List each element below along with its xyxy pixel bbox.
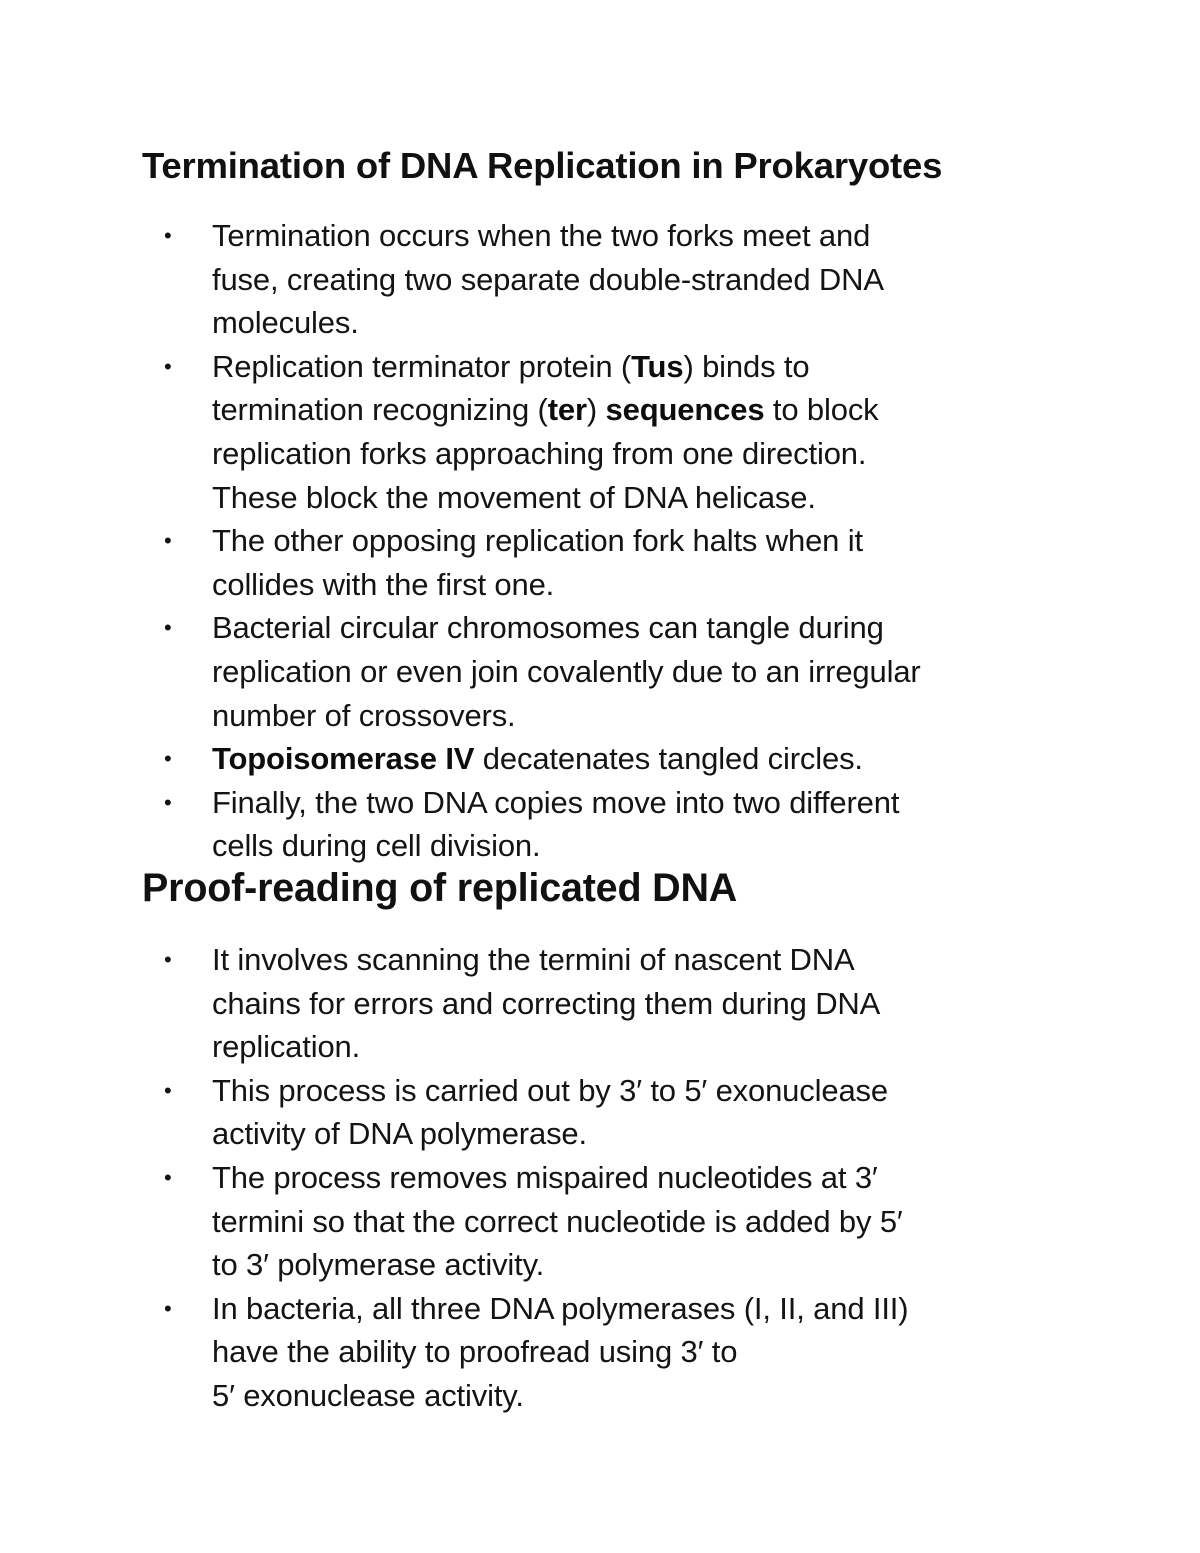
list-item <box>0 345 1052 519</box>
text-line: termini so that the correct nucleotide is added by 5′ <box>212 1203 903 1239</box>
text-line: to 3′ polymerase activity. <box>212 1247 545 1283</box>
text-line: In bacteria, all three DNA polymerases (I, II, and III) <box>212 1290 909 1326</box>
text-line: These block the movement of DNA helicase. <box>212 479 816 515</box>
text-line: fuse, creating two separate double-stranded DNA <box>212 261 884 297</box>
bullet-icon: • <box>164 947 172 972</box>
text-line: 5′ exonuclease activity. <box>212 1377 524 1413</box>
bold-term-ter: ter <box>547 392 587 428</box>
list-item <box>0 737 1052 781</box>
text-line: replication. <box>212 1029 361 1065</box>
bullet-icon: • <box>164 789 172 815</box>
text-line: It involves scanning the termini of nascent DNA <box>212 942 855 977</box>
list-item <box>0 781 1052 868</box>
text-line: The process removes mispaired nucleotides at 3′ <box>212 1159 878 1195</box>
list-item <box>0 606 1052 737</box>
text-line: replication forks approaching from one direction. <box>212 435 867 471</box>
bullet-icon: • <box>164 353 172 379</box>
bullet-icon: • <box>164 528 172 554</box>
text-run: ) binds to <box>683 348 810 384</box>
list-item <box>0 1069 1052 1156</box>
text-line: replication or even join covalently due to an irregular <box>212 653 921 689</box>
section-title-proofreading: Proof-reading of replicated DNA <box>142 866 738 910</box>
text-line: This process is carried out by 3′ to 5′ exonuclease <box>212 1072 888 1108</box>
bullet-icon: • <box>164 615 172 641</box>
text-line: molecules. <box>212 305 359 341</box>
text-run: ) <box>586 392 606 428</box>
list-item <box>0 214 1052 345</box>
text-run: termination recognizing ( <box>212 392 548 428</box>
text-line: Finally, the two DNA copies move into two different <box>212 784 900 820</box>
text-line: have the ability to proofread using 3′ to <box>212 1334 738 1370</box>
text-run: Replication terminator protein ( <box>212 348 632 384</box>
text-run: decatenates tangled circles. <box>474 741 863 777</box>
bold-term-sequences: sequences <box>605 392 765 428</box>
bullet-icon: • <box>164 746 172 772</box>
text-line: collides with the first one. <box>212 566 555 602</box>
list-item <box>0 938 1052 1069</box>
bullet-icon: • <box>164 1164 172 1190</box>
bullet-icon: • <box>164 1077 172 1103</box>
text-line: cells during cell division. <box>212 828 541 864</box>
text-line <box>212 388 1052 432</box>
bold-term-topoisomerase: Topoisomerase IV <box>212 741 475 777</box>
bold-term-tus: Tus <box>631 348 684 384</box>
text-line: activity of DNA polymerase. <box>212 1116 587 1152</box>
bullet-icon: • <box>164 223 172 248</box>
text-line: number of crossovers. <box>212 697 516 733</box>
termination-bullet-list <box>0 214 1052 868</box>
list-item <box>0 1287 1052 1418</box>
text-run: to block <box>764 392 879 428</box>
list-item <box>0 519 1052 606</box>
bullet-icon: • <box>164 1295 172 1321</box>
proofreading-bullet-list <box>0 938 1052 1418</box>
list-item <box>0 1156 1052 1287</box>
text-line: The other opposing replication fork halts when it <box>212 523 863 559</box>
text-line <box>212 345 1052 389</box>
text-line: Termination occurs when the two forks meet and <box>212 218 871 253</box>
section-title-termination: Termination of DNA Replication in Prokaryotes <box>142 145 943 186</box>
text-line <box>212 737 1052 781</box>
text-line: chains for errors and correcting them during DNA <box>212 985 881 1021</box>
text-line: Bacterial circular chromosomes can tangle during <box>212 610 884 646</box>
